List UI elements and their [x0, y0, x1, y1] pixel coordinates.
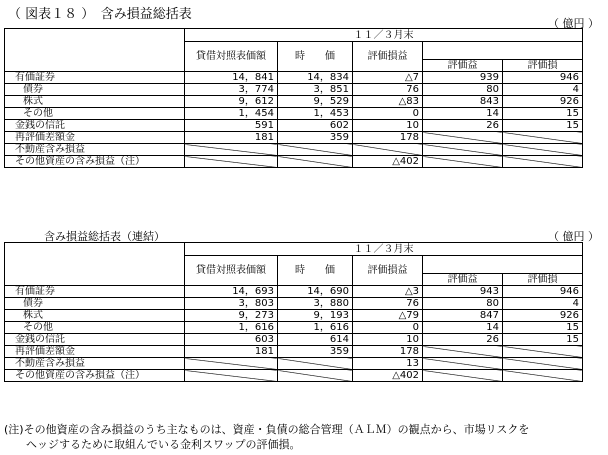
cell-gain-na	[423, 144, 503, 156]
table2-header-loss: 評価損	[503, 274, 583, 286]
cell-gain-na	[423, 132, 503, 144]
cell-market: 602	[278, 120, 353, 132]
table2-header-blank	[5, 243, 185, 286]
table1	[4, 28, 583, 168]
cell-unrealized: 178	[353, 132, 423, 144]
table1-header-blank	[5, 29, 185, 72]
table-row	[5, 156, 583, 168]
cell-unrealized: 76	[353, 84, 423, 96]
cell-book: 603	[185, 334, 278, 346]
cell-market: 1，616	[278, 322, 353, 334]
row-label: 再評価差額金	[5, 346, 185, 358]
row-label: 不動産含み損益	[5, 358, 185, 370]
cell-loss: 4	[503, 298, 583, 310]
cell-book-na	[185, 156, 278, 168]
table2-header-market: 時 価	[278, 256, 353, 286]
table2-title: 含み損益総括表（連結）	[44, 230, 165, 243]
cell-gain-na	[423, 358, 503, 370]
cell-loss-na	[503, 144, 583, 156]
row-label: 株式	[5, 96, 185, 108]
cell-unrealized: 10	[353, 120, 423, 132]
row-label: 債券	[5, 84, 185, 96]
cell-book: 591	[185, 120, 278, 132]
cell-market: 3，851	[278, 84, 353, 96]
cell-book: 181	[185, 132, 278, 144]
cell-unrealized: 0	[353, 108, 423, 120]
row-label: 有価証券	[5, 286, 185, 298]
cell-market: 14，834	[278, 72, 353, 84]
table1-unit: （ 億円 ）	[548, 17, 599, 30]
table1-header-gap	[423, 42, 583, 54]
cell-market: 3，880	[278, 298, 353, 310]
table-row	[5, 120, 583, 132]
cell-unrealized: △3	[353, 286, 423, 298]
cell-market: 9，193	[278, 310, 353, 322]
row-label: 不動産含み損益	[5, 144, 185, 156]
cell-unrealized: △79	[353, 310, 423, 322]
cell-gain: 939	[423, 72, 503, 84]
cell-unrealized: △402	[353, 156, 423, 168]
table-row	[5, 346, 583, 358]
table2-period: １１／３月末	[185, 243, 583, 256]
cell-book-na	[185, 144, 278, 156]
cell-book: 3，774	[185, 84, 278, 96]
footnote	[4, 422, 604, 452]
cell-loss: 926	[503, 96, 583, 108]
cell-unrealized-na	[353, 144, 423, 156]
cell-book: 9，612	[185, 96, 278, 108]
cell-book: 1，616	[185, 322, 278, 334]
table2-header-book: 貸借対照表価額	[185, 256, 278, 286]
table2	[4, 242, 583, 382]
cell-market-na	[278, 358, 353, 370]
table-row	[5, 322, 583, 334]
cell-loss: 946	[503, 72, 583, 84]
cell-gain-na	[423, 156, 503, 168]
cell-loss: 926	[503, 310, 583, 322]
row-label: その他	[5, 322, 185, 334]
table-row	[5, 358, 583, 370]
cell-book: 14，841	[185, 72, 278, 84]
cell-unrealized: 13	[353, 358, 423, 370]
cell-market: 14，690	[278, 286, 353, 298]
cell-gain-na	[423, 346, 503, 358]
table1-header-loss: 評価損	[503, 60, 583, 72]
table1-header-market: 時 価	[278, 42, 353, 72]
table1-period: １１／３月末	[185, 29, 583, 42]
table-row	[5, 298, 583, 310]
cell-market: 359	[278, 132, 353, 144]
cell-market-na	[278, 370, 353, 382]
table2-header-unrealized: 評価損益	[353, 256, 423, 286]
row-label: 金銭の信託	[5, 334, 185, 346]
cell-unrealized: △83	[353, 96, 423, 108]
cell-book: 3，803	[185, 298, 278, 310]
cell-unrealized: 10	[353, 334, 423, 346]
cell-loss-na	[503, 346, 583, 358]
cell-book: 9，273	[185, 310, 278, 322]
table-row	[5, 144, 583, 156]
cell-loss: 15	[503, 108, 583, 120]
row-label: 債券	[5, 298, 185, 310]
row-label: その他資産の含み損益（注）	[5, 370, 185, 382]
cell-gain: 26	[423, 120, 503, 132]
cell-book: 181	[185, 346, 278, 358]
table2-header-gap	[423, 256, 583, 268]
cell-gain: 847	[423, 310, 503, 322]
table-row	[5, 84, 583, 96]
row-label: 再評価差額金	[5, 132, 185, 144]
table1-title: （ 図表１８ ） 含み損益総括表	[8, 7, 192, 22]
cell-gain: 14	[423, 108, 503, 120]
cell-unrealized: △7	[353, 72, 423, 84]
cell-loss: 15	[503, 334, 583, 346]
row-label: その他資産の含み損益（注）	[5, 156, 185, 168]
cell-unrealized: △402	[353, 370, 423, 382]
footnote-line-1: (注)その他資産の含み損益のうち主なものは、資産・負債の総合管理（ＡＬＭ）の観点から、市場リスクを	[4, 423, 530, 436]
cell-book: 1，454	[185, 108, 278, 120]
cell-loss: 946	[503, 286, 583, 298]
table-row	[5, 72, 583, 84]
cell-loss-na	[503, 132, 583, 144]
cell-market-na	[278, 144, 353, 156]
row-label: その他	[5, 108, 185, 120]
cell-loss: 15	[503, 120, 583, 132]
cell-gain: 14	[423, 322, 503, 334]
table2-unit: （ 億円 ）	[548, 230, 599, 243]
cell-gain: 26	[423, 334, 503, 346]
cell-loss-na	[503, 358, 583, 370]
table-row	[5, 108, 583, 120]
row-label: 株式	[5, 310, 185, 322]
cell-market: 9，529	[278, 96, 353, 108]
cell-unrealized: 0	[353, 322, 423, 334]
table1-header-book: 貸借対照表価額	[185, 42, 278, 72]
cell-market-na	[278, 156, 353, 168]
cell-market: 359	[278, 346, 353, 358]
cell-gain-na	[423, 370, 503, 382]
cell-loss-na	[503, 156, 583, 168]
cell-loss-na	[503, 370, 583, 382]
table2-header-gain: 評価益	[423, 274, 503, 286]
table-row	[5, 286, 583, 298]
row-label: 金銭の信託	[5, 120, 185, 132]
cell-market: 1，453	[278, 108, 353, 120]
cell-unrealized: 178	[353, 346, 423, 358]
table-row	[5, 132, 583, 144]
cell-loss: 4	[503, 84, 583, 96]
table-row	[5, 334, 583, 346]
cell-unrealized: 76	[353, 298, 423, 310]
row-label: 有価証券	[5, 72, 185, 84]
cell-gain: 80	[423, 84, 503, 96]
cell-loss: 15	[503, 322, 583, 334]
cell-gain: 943	[423, 286, 503, 298]
table-row	[5, 310, 583, 322]
cell-gain: 843	[423, 96, 503, 108]
footnote-line-2: ヘッジするために取組んでいる金利スワップの評価損。	[26, 438, 301, 451]
cell-market: 614	[278, 334, 353, 346]
table-row	[5, 370, 583, 382]
table-row	[5, 96, 583, 108]
cell-gain: 80	[423, 298, 503, 310]
cell-book-na	[185, 370, 278, 382]
cell-book-na	[185, 358, 278, 370]
cell-book: 14，693	[185, 286, 278, 298]
table1-header-unrealized: 評価損益	[353, 42, 423, 72]
table1-header-gain: 評価益	[423, 60, 503, 72]
